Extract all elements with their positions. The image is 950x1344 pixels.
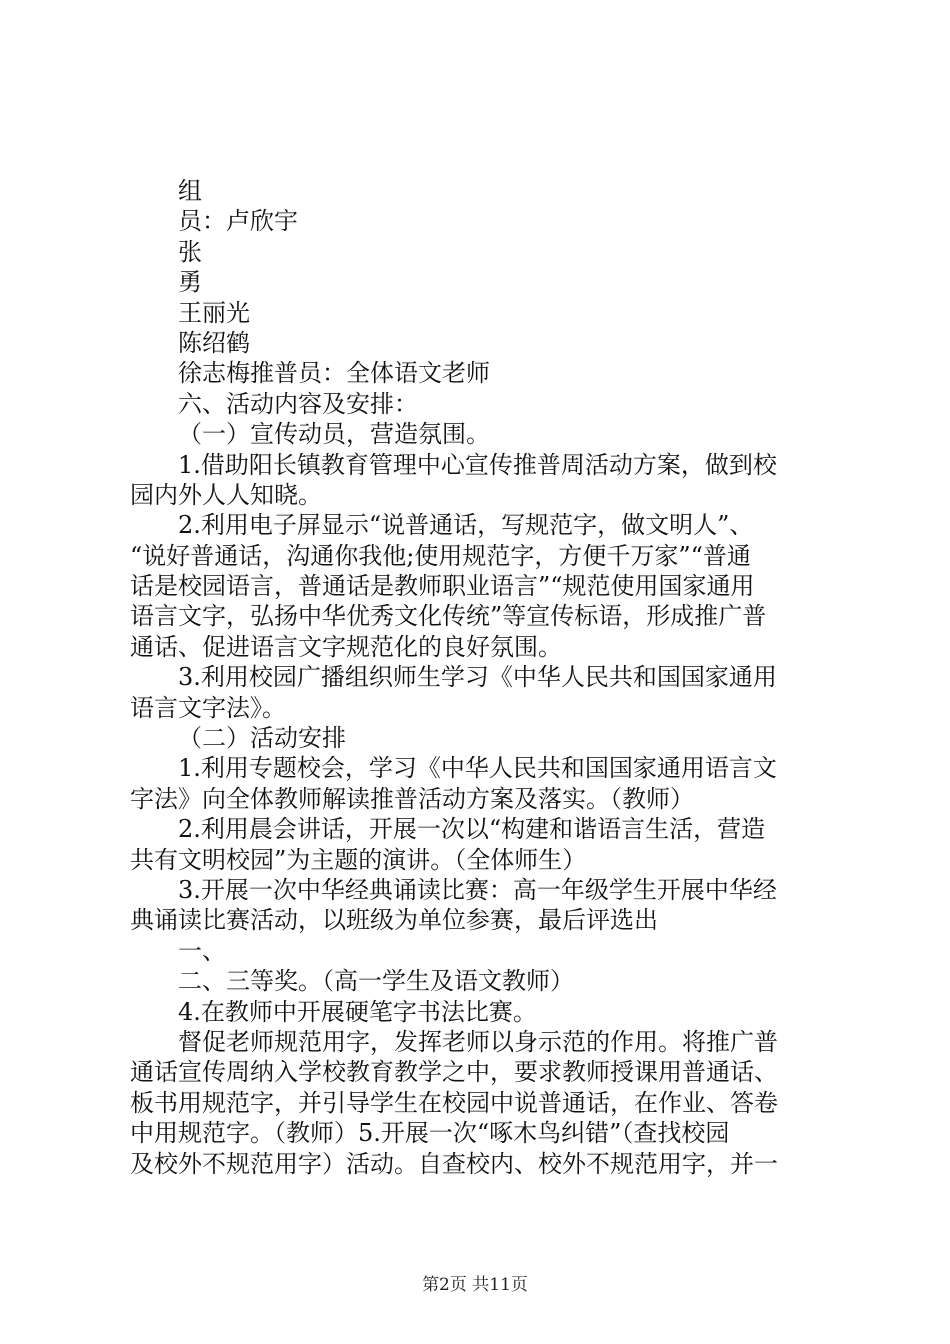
text-line: 3.利用校园广播组织师生学习《中华人民共和国国家通用	[178, 663, 777, 692]
text-line: 通话宣传周纳入学校教育教学之中，要求教师授课用普通话、	[130, 1058, 778, 1087]
text-line: 二、三等奖。（高一学生及语文教师）	[178, 967, 574, 996]
text-line: 组	[178, 177, 202, 205]
text-line: 张	[178, 237, 202, 266]
text-line: 语言文字，弘扬中华优秀文化传统”等宣传标语，形成推广普	[130, 602, 767, 631]
text-line: 1.利用专题校会，学习《中华人民共和国国家通用语言文	[178, 754, 777, 783]
text-line: 语言文字法》。	[130, 693, 286, 722]
text-line: 中用规范字。（教师）5.开展一次“啄木鸟纠错”（查找校园	[130, 1119, 730, 1148]
text-line: 王丽光	[178, 298, 250, 327]
text-line: 3.开展一次中华经典诵读比赛：高一年级学生开展中华经	[178, 875, 777, 904]
text-line: “说好普通话，沟通你我他;使用规范字，方便千万家”“普通	[130, 541, 751, 570]
text-line: 及校外不规范用字）活动。自查校内、校外不规范用字，并一	[130, 1149, 778, 1178]
text-line: 话是校园语言，普通话是教师职业语言”“规范使用国家通用	[130, 572, 755, 601]
document-body	[130, 176, 830, 1179]
text-line: 典诵读比赛活动，以班级为单位参赛，最后评选出	[130, 906, 658, 935]
section-heading: 六、活动内容及安排：	[178, 389, 418, 418]
text-line: 2.利用电子屏显示“说普通话，写规范字，做文明人”、	[178, 511, 754, 540]
text-line: 板书用规范字，并引导学生在校园中说普通话，在作业、答卷	[130, 1088, 778, 1117]
text-line: 一、	[178, 936, 226, 965]
text-line: 通话、促进语言文字规范化的良好氛围。	[130, 632, 562, 661]
text-line: 员：卢欣宇	[178, 207, 298, 236]
text-line: 字法》向全体教师解读推普活动方案及落实。（教师）	[130, 784, 694, 813]
text-line: 4.在教师中开展硬笔字书法比赛。	[178, 997, 537, 1026]
subsection-heading: （二）活动安排	[178, 724, 346, 753]
text-line: 共有文明校园”为主题的演讲。（全体师生）	[130, 845, 587, 874]
text-line: 2.利用晨会讲话，开展一次以“构建和谐语言生活，营造	[178, 815, 766, 844]
text-line: 勇	[178, 268, 202, 297]
text-line: 1.借助阳长镇教育管理中心宣传推普周活动方案，做到校	[178, 450, 777, 479]
text-line: 园内外人人知晓。	[130, 480, 322, 509]
text-line: 陈绍鹤	[178, 328, 250, 357]
subsection-heading: （一）宣传动员，营造氛围。	[178, 420, 490, 449]
text-line: 徐志梅推普员：全体语文老师	[178, 359, 490, 388]
page-number: 第2页 共11页	[422, 1275, 528, 1295]
text-line: 督促老师规范用字，发挥老师以身示范的作用。将推广普	[178, 1027, 778, 1056]
